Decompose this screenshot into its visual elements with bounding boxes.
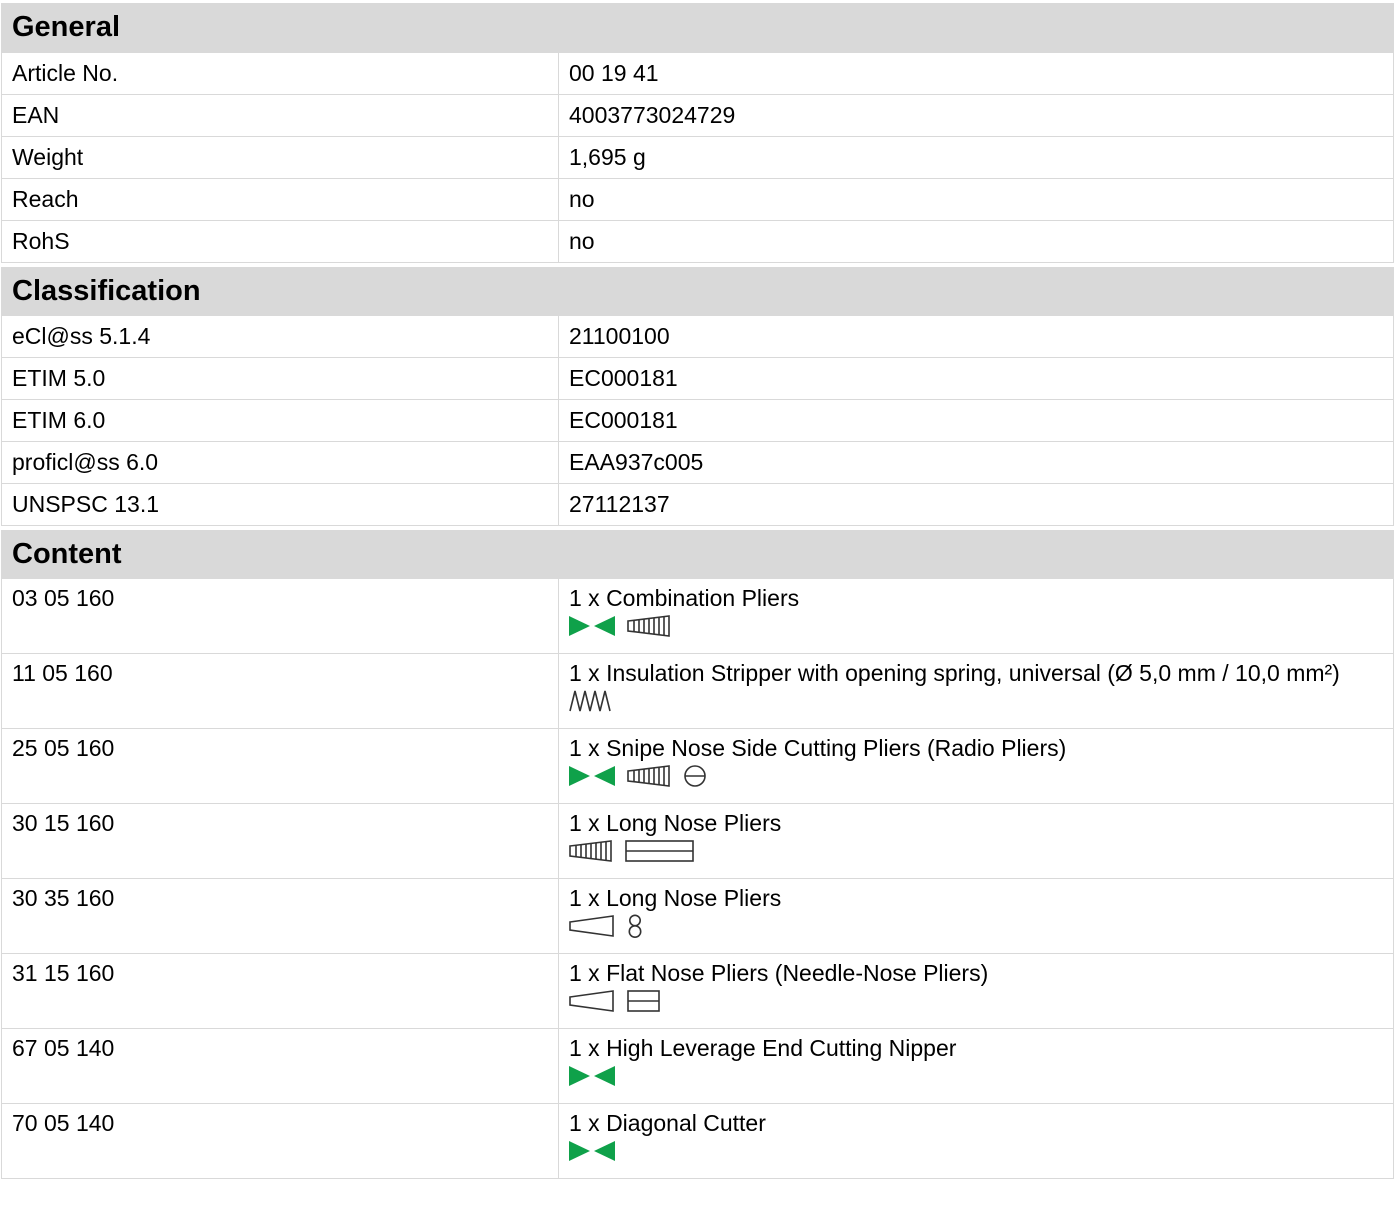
table-row [2,954,1394,1029]
feature-icons [569,1138,1383,1164]
article-code: 30 15 160 [2,804,559,879]
article-description-cell [559,804,1394,879]
feature-icons [569,688,1383,714]
table-row [2,729,1394,804]
row-value: 1,695 g [559,137,1394,179]
row-value: 21100100 [559,316,1394,358]
table-row [2,1104,1394,1179]
section-header-classification: Classification [1,267,1394,315]
row-value: 27112137 [559,484,1394,526]
product-spec-sheet [1,3,1394,1179]
row-label: UNSPSC 13.1 [2,484,559,526]
cutting-edge-icon [569,1140,615,1162]
table-row [2,221,1394,263]
feature-icons [569,1063,1383,1089]
serrated-grip-icon [569,840,613,862]
figure-eight-icon [627,914,643,938]
table-row [2,879,1394,954]
article-description: 1 x High Leverage End Cutting Nipper [569,1035,957,1061]
serrated-grip-icon [627,615,671,637]
table-row [2,358,1394,400]
row-label: EAN [2,95,559,137]
article-code: 31 15 160 [2,954,559,1029]
article-description: 1 x Long Nose Pliers [569,885,782,911]
article-description-cell [559,1104,1394,1179]
flat-jaw-icon [625,839,695,863]
article-description-cell [559,1029,1394,1104]
tapered-jaw-icon [569,990,615,1012]
serrated-grip-icon [627,765,671,787]
classification-table [1,315,1394,526]
row-value: EAA937c005 [559,442,1394,484]
article-description: 1 x Snipe Nose Side Cutting Pliers (Radio Pliers) [569,735,1067,761]
table-row [2,442,1394,484]
row-label: eCl@ss 5.1.4 [2,316,559,358]
round-grip-icon [683,764,707,788]
article-description-cell [559,729,1394,804]
row-value: 00 19 41 [559,53,1394,95]
row-label: ETIM 5.0 [2,358,559,400]
article-description-cell [559,654,1394,729]
article-description: 1 x Long Nose Pliers [569,810,782,836]
table-row [2,95,1394,137]
feature-icons [569,763,1383,789]
table-row [2,316,1394,358]
row-label: ETIM 6.0 [2,400,559,442]
article-code: 70 05 140 [2,1104,559,1179]
section-header-general: General [1,3,1394,52]
zigzag-spring-icon [569,690,611,712]
cutting-edge-icon [569,765,615,787]
tapered-jaw-icon [569,915,615,937]
table-row [2,137,1394,179]
feature-icons [569,838,1383,864]
section-header-content: Content [1,530,1394,578]
table-row [2,654,1394,729]
table-row [2,1029,1394,1104]
article-description: 1 x Diagonal Cutter [569,1110,766,1136]
table-row [2,579,1394,654]
split-box-icon [627,989,661,1013]
article-code: 30 35 160 [2,879,559,954]
cutting-edge-icon [569,615,615,637]
cutting-edge-icon [569,1065,615,1087]
article-code: 11 05 160 [2,654,559,729]
row-label: Weight [2,137,559,179]
table-row [2,400,1394,442]
article-description: 1 x Combination Pliers [569,585,800,611]
article-description: 1 x Flat Nose Pliers (Needle-Nose Pliers) [569,960,989,986]
row-label: Reach [2,179,559,221]
article-code: 25 05 160 [2,729,559,804]
row-value: no [559,179,1394,221]
table-row [2,484,1394,526]
article-code: 67 05 140 [2,1029,559,1104]
table-row [2,804,1394,879]
feature-icons [569,988,1383,1014]
row-value: no [559,221,1394,263]
table-row [2,53,1394,95]
row-value: EC000181 [559,400,1394,442]
row-value: 4003773024729 [559,95,1394,137]
row-label: RohS [2,221,559,263]
row-label: Article No. [2,53,559,95]
feature-icons [569,913,1383,939]
article-description: 1 x Insulation Stripper with opening spring, universal (Ø 5,0 mm / 10,0 mm²) [569,660,1340,686]
general-table [1,52,1394,263]
feature-icons [569,613,1383,639]
article-description-cell [559,879,1394,954]
table-row [2,179,1394,221]
row-value: EC000181 [559,358,1394,400]
content-table [1,578,1394,1179]
article-description-cell [559,579,1394,654]
row-label: proficl@ss 6.0 [2,442,559,484]
article-description-cell [559,954,1394,1029]
article-code: 03 05 160 [2,579,559,654]
